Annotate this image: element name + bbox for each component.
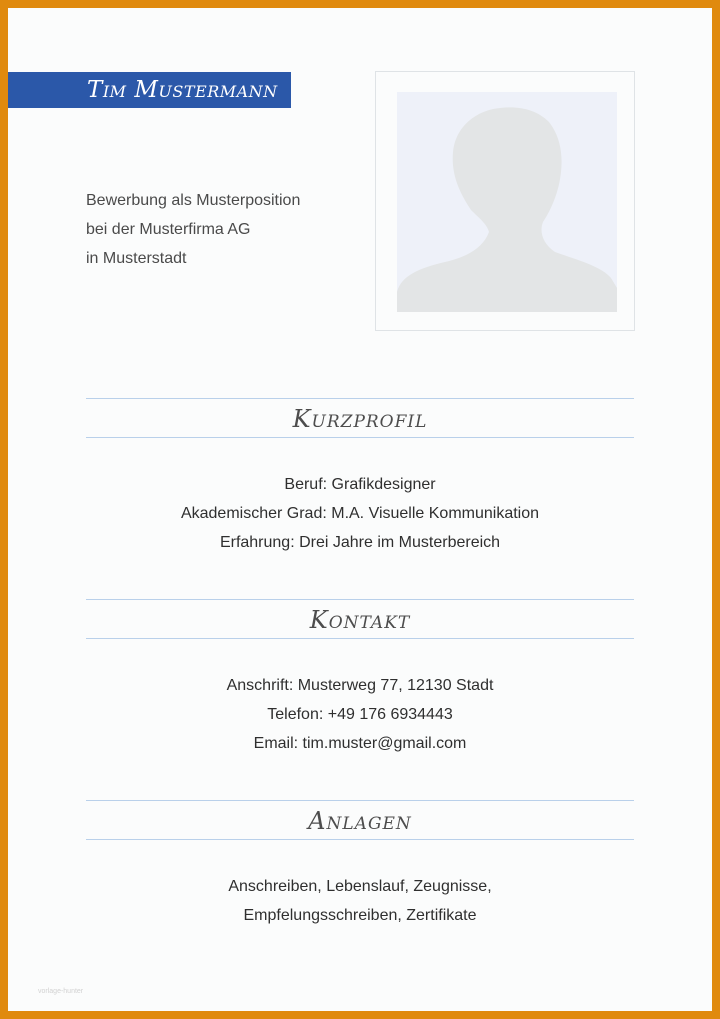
section-kurzprofil	[86, 470, 634, 557]
section-title-anlagen: Anlagen	[86, 800, 634, 840]
contact-phone: Telefon: +49 176 6934443	[267, 706, 453, 723]
section-kontakt	[86, 671, 634, 758]
attachments-line: Anschreiben, Lebenslauf, Zeugnisse,	[228, 878, 492, 895]
contact-address: Anschrift: Musterweg 77, 12130 Stadt	[226, 677, 494, 694]
profile-line: Beruf: Grafikdesigner	[284, 476, 436, 493]
application-subject	[86, 186, 300, 273]
contact-email: Email: tim.muster@gmail.com	[253, 735, 467, 752]
subject-line: bei der Musterfirma AG	[86, 221, 251, 238]
profile-line: Erfahrung: Drei Jahre im Musterbereich	[219, 534, 501, 551]
watermark: vorlage-hunter	[38, 988, 84, 995]
applicant-photo	[397, 92, 617, 312]
subject-line: in Musterstadt	[86, 250, 187, 267]
section-anlagen	[86, 872, 634, 930]
subject-line: Bewerbung als Musterposition	[86, 192, 301, 209]
person-silhouette-icon	[397, 92, 617, 312]
attachments-line: Empfelungsschreiben, Zertifikate	[243, 907, 477, 924]
section-title-kurzprofil: Kurzprofil	[86, 398, 634, 438]
photo-frame	[375, 71, 635, 331]
section-title-kontakt: Kontakt	[86, 599, 634, 639]
profile-line: Akademischer Grad: M.A. Visuelle Kommunikation	[180, 505, 540, 522]
applicant-name-banner: Tim Mustermann	[8, 72, 291, 108]
